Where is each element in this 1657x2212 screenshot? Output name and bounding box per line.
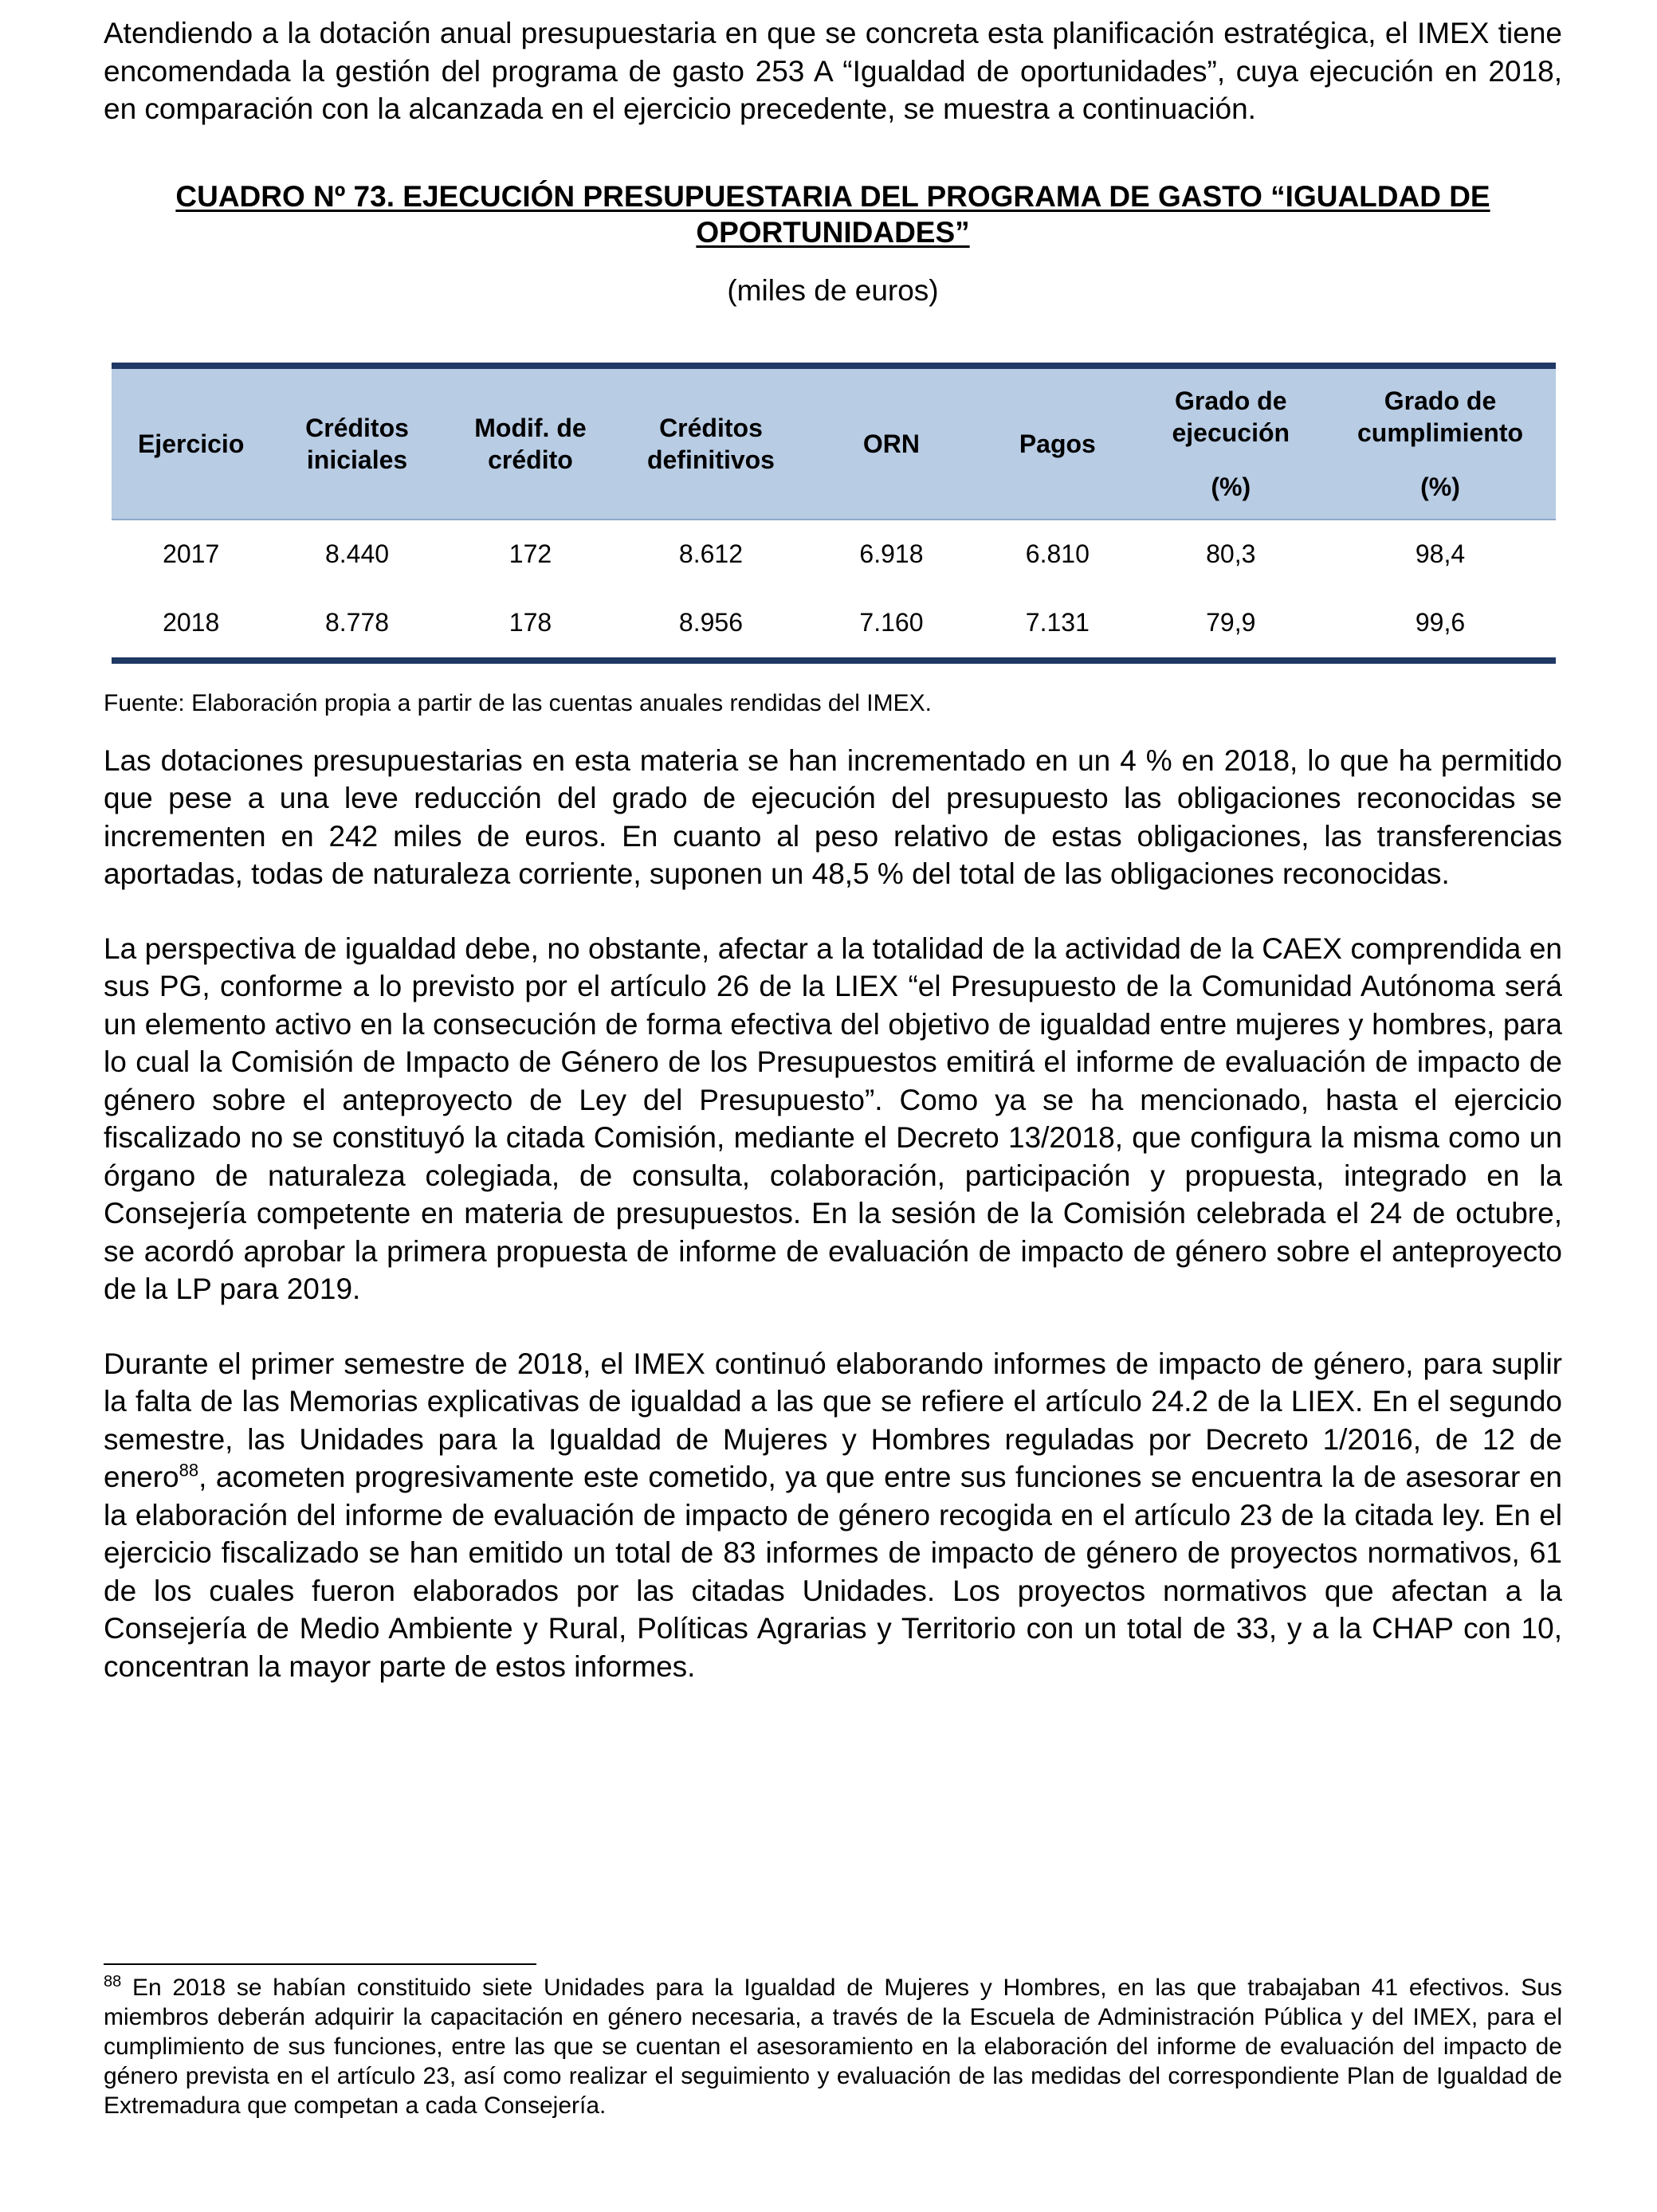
document-page bbox=[104, 14, 1562, 1685]
header-orn: ORN bbox=[805, 366, 978, 520]
header-grado-ejecucion-label: Grado de ejecución bbox=[1172, 386, 1290, 447]
cell-modif-credito: 178 bbox=[444, 589, 617, 661]
body-paragraph-4-end: , acometen progresivamente este cometido, ya que entre sus funciones se encuentra la de asesorar en la elaboración del informe de evaluación de impacto de género recogida en el artículo 23 de la citada ley. En el ejercicio fiscalizado se han emitido un total de 83 informes de impacto de género de proyectos normativos, 61 de los cuales fueron elaborados por las citadas Unidades. Los proyectos normativos que afectan a la Consejería de Medio Ambiente y Rural, Políticas Agrarias y Territorio con un total de 33, y a la CHAP con 10, concentran la mayor parte de estos informes. bbox=[104, 1461, 1562, 1683]
body-paragraph-4-start: Durante el primer semestre de 2018, el IMEX continuó elaborando informes de impacto de género, para suplir la falta de las Memorias explicativas de igualdad a las que se refiere el artículo 24.2 de la LIEX. En el segundo semestre, las Unidades para la Igualdad de Mujeres y Hombres reguladas por Decreto 1/2016, de 12 de enero bbox=[104, 1347, 1562, 1493]
cell-creditos-definitivos: 8.956 bbox=[617, 589, 805, 661]
cell-grado-cumplimiento: 99,6 bbox=[1325, 589, 1556, 661]
footnote-number: 88 bbox=[104, 1973, 122, 1990]
cell-grado-ejecucion: 80,3 bbox=[1206, 539, 1256, 568]
cell-ejercicio: 2017 bbox=[163, 539, 220, 568]
header-modif-credito: Modif. de crédito bbox=[444, 366, 617, 520]
cell-creditos-iniciales: 8.778 bbox=[270, 589, 443, 661]
budget-table-wrapper bbox=[112, 363, 1556, 664]
cell-creditos-definitivos: 8.612 bbox=[678, 539, 743, 568]
table-row bbox=[112, 589, 1556, 661]
header-creditos-iniciales: Créditos iniciales bbox=[270, 366, 443, 520]
footnote-separator bbox=[104, 1963, 536, 1965]
table-units: (miles de euros) bbox=[727, 273, 939, 307]
header-ejercicio: Ejercicio bbox=[112, 366, 270, 520]
cell-pagos: 7.131 bbox=[978, 589, 1137, 661]
table-row bbox=[112, 520, 1556, 589]
cell-orn: 6.918 bbox=[859, 539, 924, 568]
table-source: Fuente: Elaboración propia a partir de las cuentas anuales rendidas del IMEX. bbox=[104, 689, 932, 716]
body-paragraph-3: La perspectiva de igualdad debe, no obstante, afectar a la totalidad de la actividad de la CAEX comprendida en sus PG, conforme a lo previsto por el artículo 26 de la LIEX “el Presupuesto de la Comunidad Autónoma será un elemento activo en la consecución de forma efectiva del objetivo de igualdad entre mujeres y hombres, para lo cual la Comisión de Impacto de Género de los Presupuestos emitirá el informe de evaluación de impacto de género sobre el anteproyecto de Ley del Presupuesto”. Como ya se ha mencionado, hasta el ejercicio fiscalizado no se constituyó la citada Comisión, mediante el Decreto 13/2018, que configura la misma como un órgano de naturaleza colegiada, de consulta, colaboración, participación y propuesta, integrado en la Consejería competente en materia de presupuestos. En la sesión de la Comisión celebrada el 24 de octubre, se acordó aprobar la primera propuesta de informe de evaluación de impacto de género sobre el anteproyecto de la LP para 2019. bbox=[104, 931, 1562, 1305]
cell-modif-credito: 172 bbox=[508, 539, 552, 568]
header-grado-cumplimiento-pct: (%) bbox=[1420, 472, 1460, 501]
cell-creditos-iniciales: 8.440 bbox=[324, 539, 390, 568]
budget-execution-table bbox=[112, 363, 1556, 664]
cell-grado-ejecucion: 79,9 bbox=[1137, 589, 1325, 661]
table-title: CUADRO Nº 73. EJECUCIÓN PRESUPUESTARIA DEL PROGRAMA DE GASTO “IGUALDAD DE OPORTUNIDADES” bbox=[175, 179, 1490, 249]
footnote-text: En 2018 se habían constituido siete Unidades para la Igualdad de Mujeres y Hombres, en las que trabajaban 41 efectivos. Sus miembros deberán adquirir la capacitación en género necesaria, a través de la Escuela de Administración Pública y del IMEX, para el cumplimiento de sus funciones, entre las que se cuentan el asesoramiento en la elaboración del informe de evaluación del impacto de género prevista en el artículo 23, así como realizar el seguimiento y evaluación de las medidas del correspondiente Plan de Igualdad de Extremadura que competan a cada Consejería. bbox=[104, 1975, 1562, 2119]
header-grado-ejecucion-pct: (%) bbox=[1211, 472, 1251, 501]
body-paragraph-4 bbox=[104, 1345, 1562, 1686]
footnote-reference[interactable]: 88 bbox=[179, 1460, 199, 1481]
cell-pagos: 6.810 bbox=[1025, 539, 1090, 568]
table-header-row bbox=[112, 366, 1556, 520]
intro-paragraph: Atendiendo a la dotación anual presupuestaria en que se concreta esta planificación estratégica, el IMEX tiene encomendada la gestión del programa de gasto 253 A “Igualdad de oportunidades”, cuya ejecución en 2018, en comparación con la alcanzada en el ejercicio precedente, se muestra a continuación. bbox=[104, 17, 1562, 125]
header-creditos-definitivos: Créditos definitivos bbox=[617, 366, 805, 520]
header-grado-cumplimiento bbox=[1325, 366, 1556, 520]
header-grado-cumplimiento-label: Grado de cumplimiento bbox=[1357, 386, 1524, 447]
cell-ejercicio: 2018 bbox=[112, 589, 270, 661]
cell-orn: 7.160 bbox=[805, 589, 978, 661]
header-pagos: Pagos bbox=[978, 366, 1137, 520]
body-paragraph-2: Las dotaciones presupuestarias en esta materia se han incrementado en un 4 % en 2018, lo que ha permitido que pese a una leve reducción del grado de ejecución del presupuesto las obligaciones reconocidas se incrementen en 242 miles de euros. En cuanto al peso relativo de estas obligaciones, las transferencias aportadas, todas de naturaleza corriente, suponen un 48,5 % del total de las obligaciones reconocidas. bbox=[104, 743, 1562, 890]
header-grado-ejecucion bbox=[1137, 366, 1325, 520]
cell-grado-cumplimiento: 98,4 bbox=[1415, 539, 1466, 568]
footnote bbox=[104, 1973, 1562, 2120]
